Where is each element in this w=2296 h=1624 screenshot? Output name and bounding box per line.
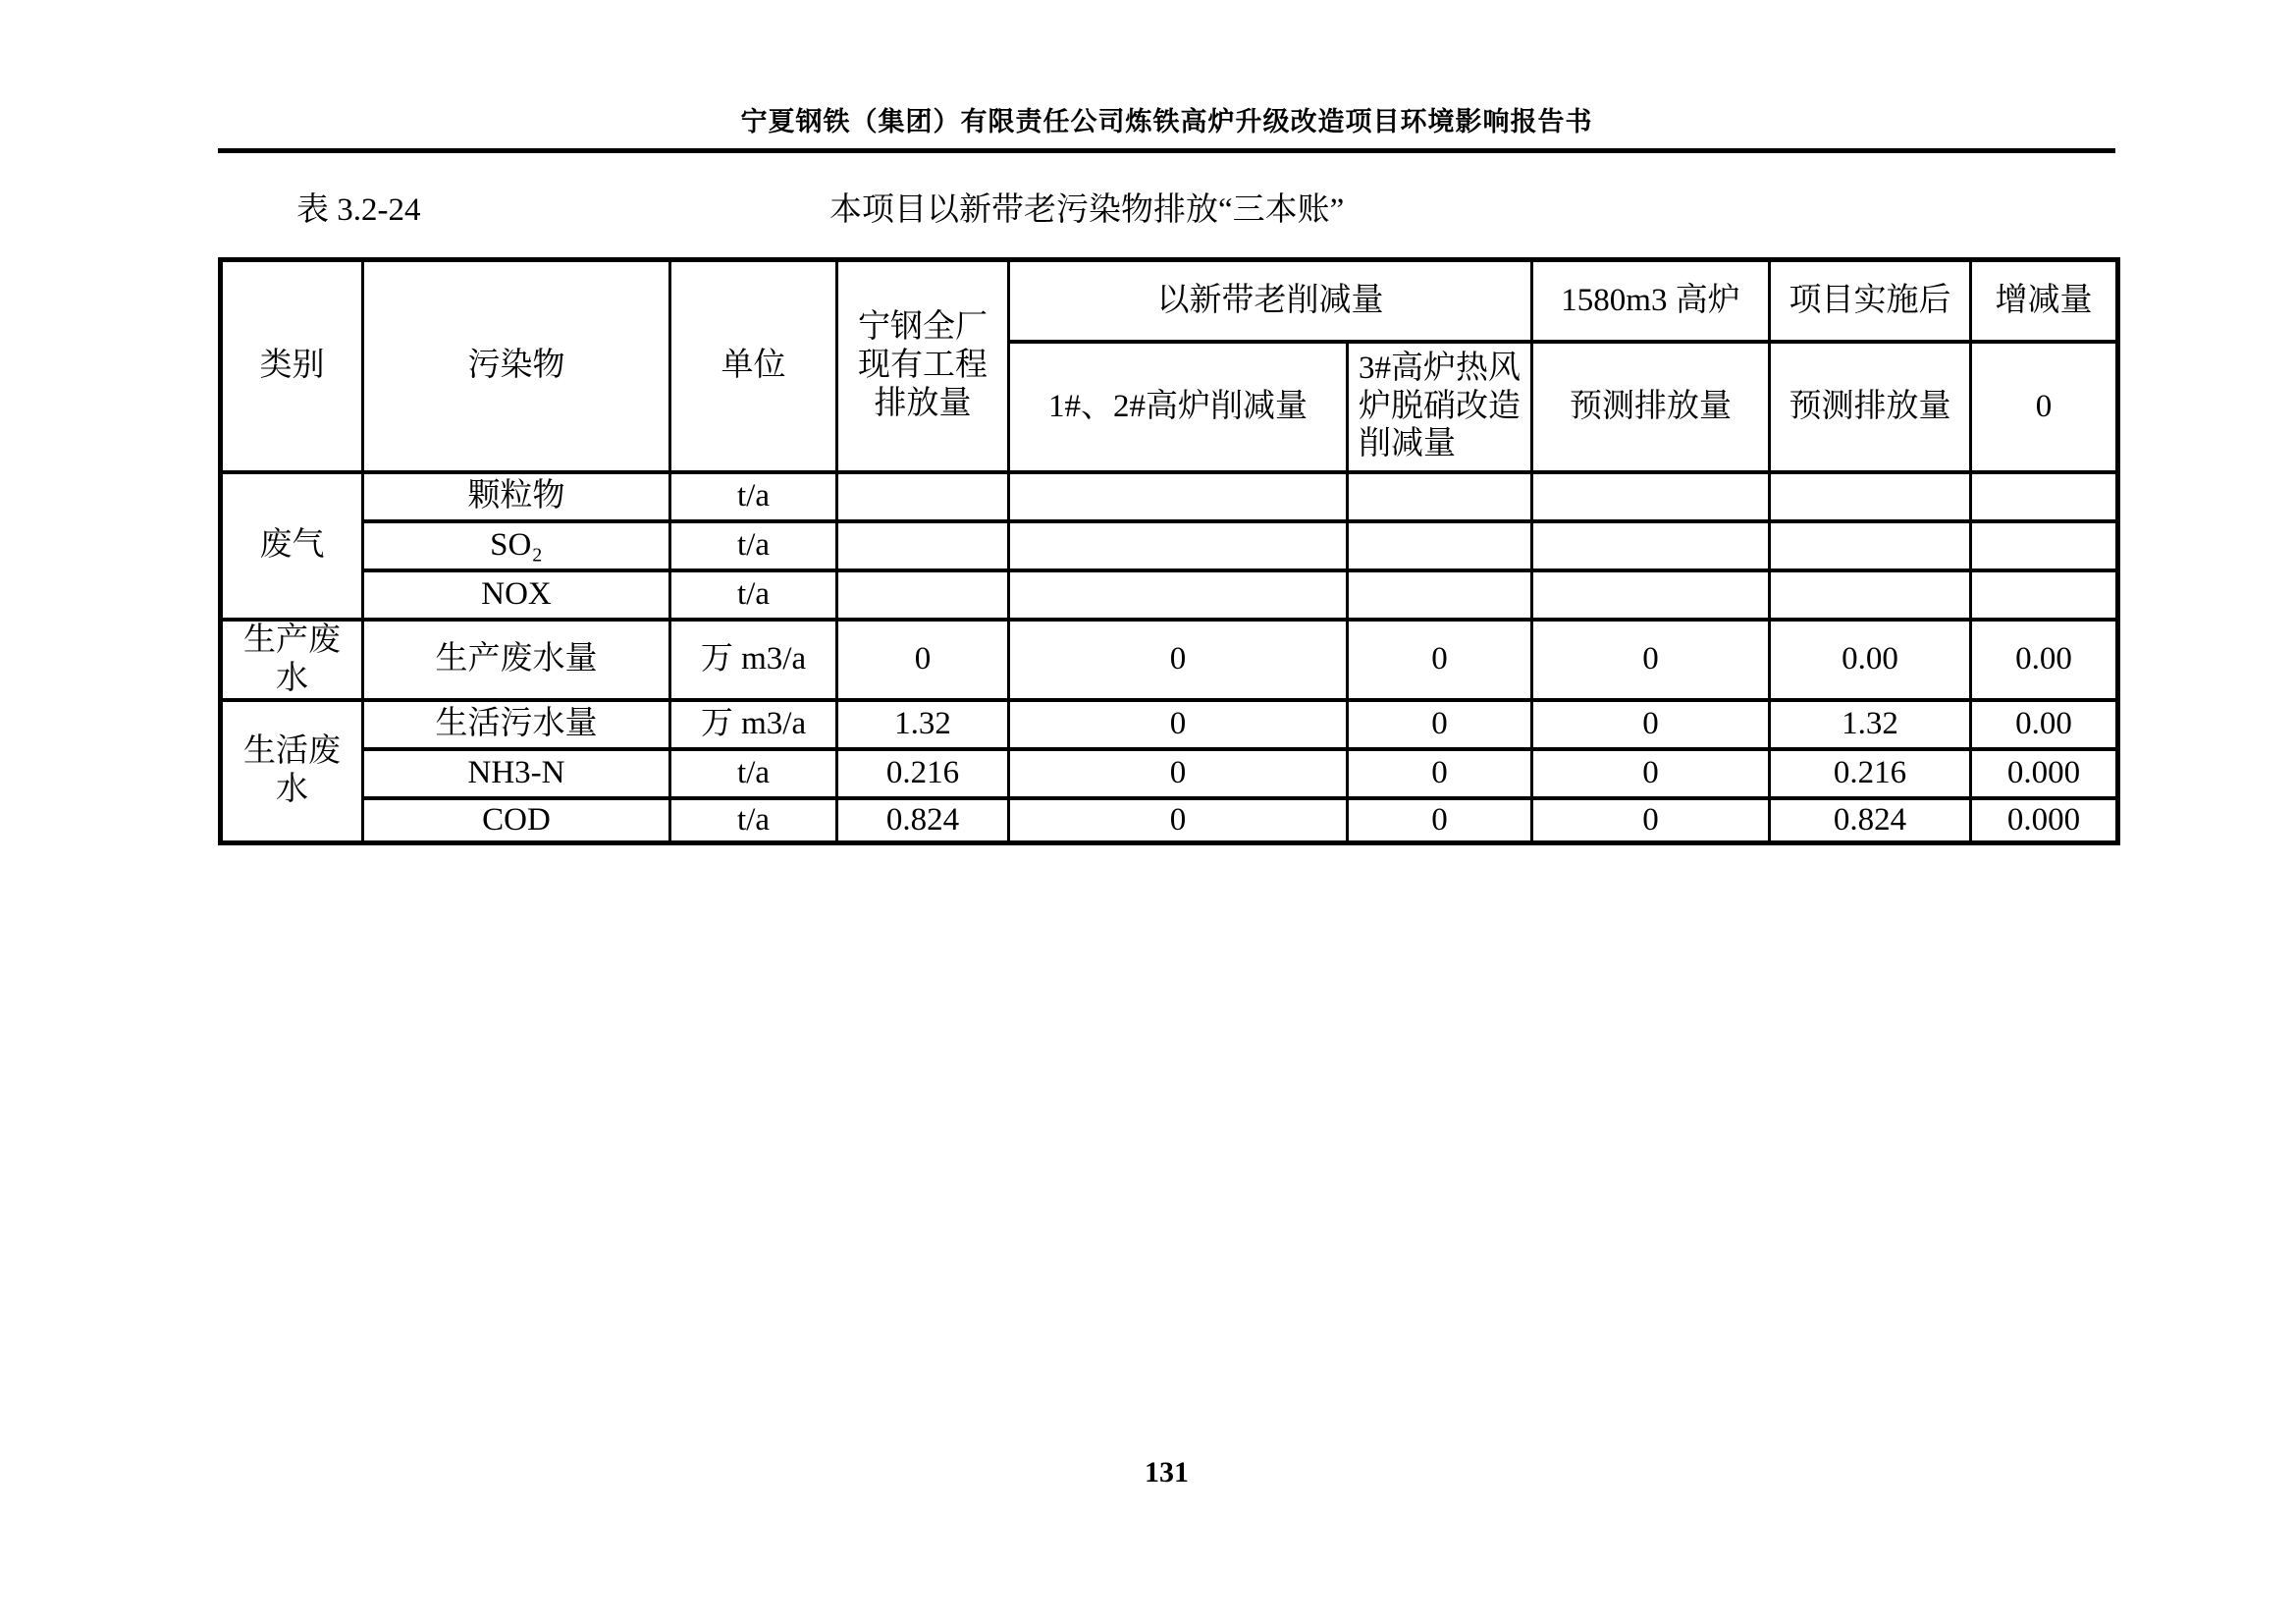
table-cell — [1348, 472, 1532, 521]
subheader-predicted-emission-after: 预测排放量 — [1770, 342, 1971, 472]
table-cell: COD — [363, 798, 670, 843]
table-cell: t/a — [670, 521, 837, 570]
table-cell: 0 — [1348, 620, 1532, 700]
table-cell: 0 — [1009, 620, 1348, 700]
header-after-implementation: 项目实施后 — [1770, 260, 1971, 342]
table-cell: 万 m3/a — [670, 620, 837, 700]
table-cell — [1009, 521, 1348, 570]
header-reduction-group: 以新带老削减量 — [1009, 260, 1532, 342]
header-reduction-furnace3-text: 3#高炉热风炉脱硝改造削减量 — [1359, 350, 1521, 462]
table-cell: 0.00 — [1770, 620, 1971, 700]
table-cell: 0 — [1532, 620, 1770, 700]
table-cell: t/a — [670, 472, 837, 521]
table-header-row-1 — [221, 260, 2118, 342]
table-cell — [1770, 472, 1971, 521]
table-cell: 0 — [1348, 700, 1532, 749]
table-cell: 0 — [1348, 798, 1532, 843]
table-cell: 万 m3/a — [670, 700, 837, 749]
table-cell: 生产废水量 — [363, 620, 670, 700]
table-caption — [218, 189, 2115, 233]
table-cell: 0.000 — [1971, 749, 2118, 798]
category-cell-production-wastewater — [221, 620, 363, 700]
table-cell: 0 — [1009, 749, 1348, 798]
table-row-cod — [221, 798, 2118, 843]
table-row-domestic-sewage — [221, 700, 2118, 749]
table-cell: 0 — [1009, 798, 1348, 843]
header-furnace-1580: 1580m3 高炉 — [1532, 260, 1770, 342]
category-cell-waste-gas — [221, 472, 363, 620]
table-cell — [1971, 521, 2118, 570]
table-cell: 0 — [1532, 798, 1770, 843]
table-cell — [837, 521, 1009, 570]
header-existing-emissions-text: 宁钢全厂现有工程排放量 — [858, 309, 988, 422]
table-cell: t/a — [670, 798, 837, 843]
category-text: 生产废水 — [243, 622, 341, 696]
header-reduction-furnace12: 1#、2#高炉削减量 — [1009, 342, 1348, 472]
table-cell — [1532, 570, 1770, 620]
table-cell: 0.00 — [1971, 700, 2118, 749]
table-cell: t/a — [670, 570, 837, 620]
table-cell: t/a — [670, 749, 837, 798]
table-row-nox — [221, 570, 2118, 620]
table-cell — [1009, 472, 1348, 521]
header-category: 类别 — [221, 260, 363, 472]
header-pollutant: 污染物 — [363, 260, 670, 472]
table-row-particulate — [221, 472, 2118, 521]
table-row-nh3n — [221, 749, 2118, 798]
table-cell: 生活污水量 — [363, 700, 670, 749]
table-cell: 0.216 — [1770, 749, 1971, 798]
category-text: 生活废水 — [243, 733, 341, 808]
table-cell: 0 — [1348, 749, 1532, 798]
category-text: 废气 — [259, 527, 325, 564]
table-cell: SO₂ — [363, 521, 670, 570]
table-cell: 0.824 — [1770, 798, 1971, 843]
table-cell — [1348, 570, 1532, 620]
table-cell: 颗粒物 — [363, 472, 670, 521]
table-cell: 0 — [837, 620, 1009, 700]
table-cell: NOX — [363, 570, 670, 620]
table-cell: 0.000 — [1971, 798, 2118, 843]
table-cell — [1009, 570, 1348, 620]
category-cell-domestic-wastewater — [221, 700, 363, 843]
table-row-production-wastewater — [221, 620, 2118, 700]
header-reduction-furnace3-denitration — [1348, 342, 1532, 472]
table-cell — [1770, 521, 1971, 570]
table-cell — [1971, 472, 2118, 521]
table-cell — [1971, 570, 2118, 620]
page-number: 131 — [1145, 1456, 1189, 1489]
table-cell: 1.32 — [837, 700, 1009, 749]
header-change: 增减量 — [1971, 260, 2118, 342]
table-cell: 1.32 — [1770, 700, 1971, 749]
table-caption-title: 本项目以新带老污染物排放“三本账” — [829, 192, 1345, 228]
table-cell — [837, 472, 1009, 521]
table-cell: 0 — [1009, 700, 1348, 749]
document-header-title: 宁夏钢铁（集团）有限责任公司炼铁高炉升级改造项目环境影响报告书 — [740, 107, 1593, 136]
pollutant-three-accounts-table — [218, 257, 2120, 845]
table-cell: 0 — [1532, 749, 1770, 798]
table-cell — [1348, 521, 1532, 570]
table-cell: 0.824 — [837, 798, 1009, 843]
header-rule — [218, 148, 2115, 153]
header-unit: 单位 — [670, 260, 837, 472]
table-cell: NH3-N — [363, 749, 670, 798]
table-cell: 0.216 — [837, 749, 1009, 798]
header-existing-emissions — [837, 260, 1009, 472]
table-cell — [837, 570, 1009, 620]
table-cell — [1532, 472, 1770, 521]
table-cell: 0.00 — [1971, 620, 2118, 700]
table-cell — [1770, 570, 1971, 620]
subheader-change-zero: 0 — [1971, 342, 2118, 472]
table-row-so2 — [221, 521, 2118, 570]
table-caption-label: 表 3.2-24 — [296, 192, 421, 228]
table-cell: 0 — [1532, 700, 1770, 749]
table-cell — [1532, 521, 1770, 570]
subheader-predicted-emission-furnace: 预测排放量 — [1532, 342, 1770, 472]
